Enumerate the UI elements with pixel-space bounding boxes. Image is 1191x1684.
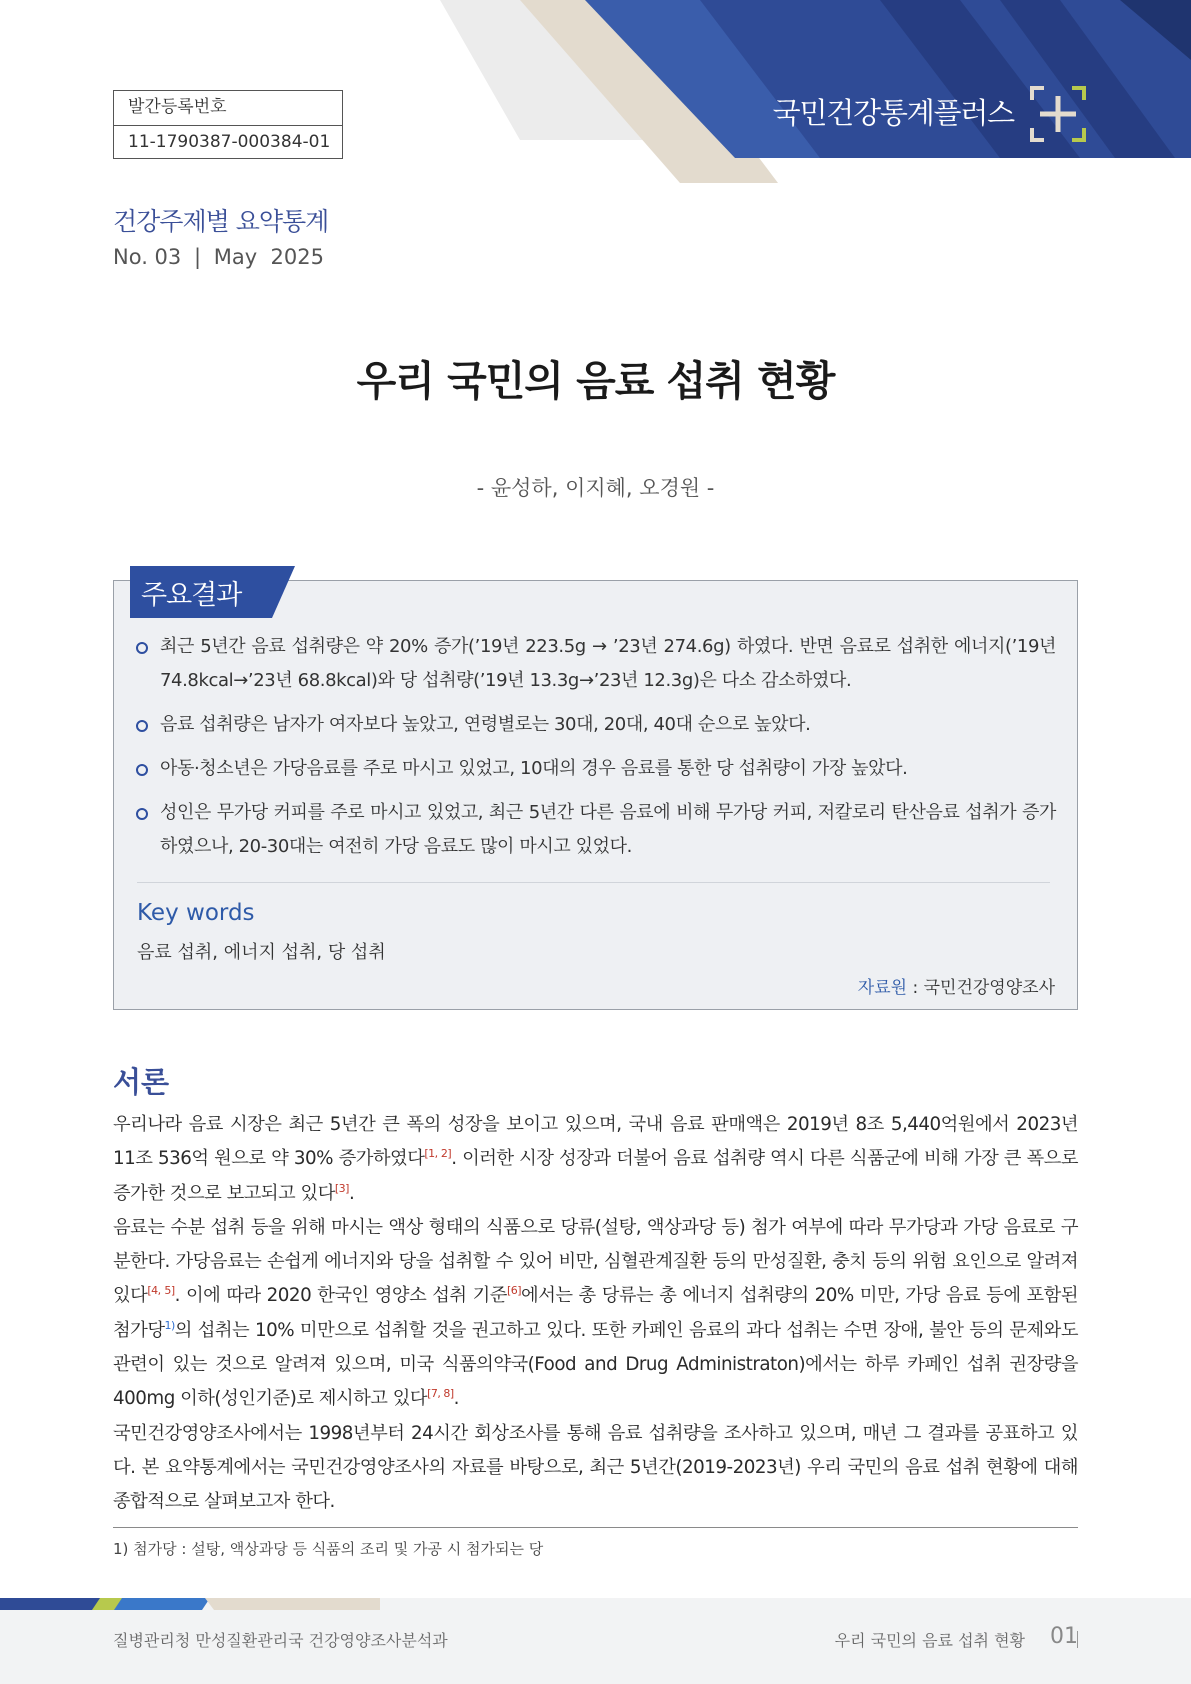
text-run: . <box>348 1182 355 1204</box>
summary-divider <box>137 882 1050 883</box>
footer-running-title: 우리 국민의 음료 섭취 현황 <box>834 1631 1025 1650</box>
finding-text: 최근 5년간 음료 섭취량은 약 20% 증가(’19년 223.5g → ’23년 274.6g) 하였다. 반면 음료로 섭취한 에너지(’19년 74.8kcal→’23년 68.8kcal)와 당 섭취량(’19년 13.3g→’23년 12.3g)은 다소 감소하였다. <box>160 636 1056 691</box>
citation-ref: [6] <box>506 1284 522 1298</box>
registration-box <box>113 90 343 159</box>
text-run: 에서는 총 당류는 총 에너지 섭취량의 20% 미만, 가당 음료 등에 포함된 첨가당 <box>113 1285 1078 1341</box>
intro-paragraph: 국민건강영양조사에서는 1998년부터 24시간 회상조사를 통해 음료 섭취량을 조사하고 있으며, 매년 그 결과를 공표하고 있다. 본 요약통계에서는 국민건강영양조사의 자료를 바탕으로, 최근 5년간(2019-2023년) 우리 국민의 음료 섭취 현황에 대해 종합적으로 살펴보고자 한다. <box>113 1422 1078 1513</box>
finding-text: 성인은 무가당 커피를 주로 마시고 있었고, 최근 5년간 다른 음료에 비해 무가당 커피, 저칼로리 탄산음료 섭취가 증가하였으나, 20-30대는 여전히 가당 음료도 많이 마시고 있었다. <box>160 802 1056 857</box>
issue-line <box>113 245 324 269</box>
introduction-heading: 서론 <box>113 1065 170 1099</box>
footnote-divider <box>113 1527 1078 1528</box>
citation-ref: [4, 5] <box>147 1284 175 1298</box>
text-run: . <box>453 1388 459 1410</box>
findings-list <box>136 630 1056 874</box>
intro-paragraph <box>113 1108 1078 1211</box>
circle-bullet-icon <box>136 808 148 820</box>
citation-ref: [1, 2] <box>424 1147 452 1161</box>
footer-stripe-graphic <box>0 1598 1191 1610</box>
issue-separator: | <box>193 245 202 269</box>
data-source-label: 자료원 <box>857 978 908 998</box>
plus-logo-icon <box>1030 86 1086 142</box>
page-number: 01 <box>1050 1624 1078 1649</box>
citation-ref: [3] <box>334 1181 349 1195</box>
text-run: . 이러한 시장 성장과 더불어 음료 섭취량 역시 다른 식품군에 비해 가장 큰 폭으로 증가한 것으로 보고되고 있다 <box>113 1148 1078 1204</box>
document-title: 우리 국민의 음료 섭취 현황 <box>356 357 835 405</box>
data-source <box>858 973 1055 998</box>
keywords-heading: Key words <box>137 900 255 926</box>
key-findings-tab-label: 주요결과 <box>141 580 242 611</box>
keywords-text: 음료 섭취, 에너지 섭취, 당 섭취 <box>137 942 386 963</box>
circle-bullet-icon <box>136 642 148 654</box>
text-run: 음료는 수분 섭취 등을 위해 마시는 액상 형태의 식품으로 당류(설탕, 액상과당 등) 첨가 여부에 따라 무가당과 가당 음료로 구분한다. 가당음료는 손쉽게 에너지와 당을 섭취할 수 있어 비만, 심혈관계질환 등의 만성질환, 충치 등의 위험 요인으로 알려져 있다 <box>113 1216 1078 1307</box>
citation-ref: [7, 8] <box>427 1387 454 1401</box>
registration-number: 11-1790387-000384-01 <box>114 125 342 159</box>
finding-text: 음료 섭취량은 남자가 여자보다 높았고, 연령별로는 30대, 20대, 40대 순으로 높았다. <box>160 714 811 735</box>
text-run: 의 섭취는 10% 미만으로 섭취할 것을 권고하고 있다. 또한 카페인 음료의 과다 섭취는 수면 장애, 불안 등의 문제와도 관련이 있는 것으로 알려져 있으며, 미국 식품의약국(Food and Drug Administraton)에서는 하루 카페인 섭취 권장량을 400mg 이하(성인기준)로 제시하고 있다 <box>113 1319 1078 1410</box>
text-run: . 이에 따라 2020 한국인 영양소 섭취 기준 <box>174 1285 507 1307</box>
footer-organization: 질병관리청 만성질환관리국 건강영양조사분석과 <box>113 1631 448 1650</box>
footnote-ref: 1) <box>164 1318 175 1332</box>
series-name: 국민건강통계플러스 <box>772 96 1014 130</box>
circle-bullet-icon <box>136 764 148 776</box>
issue-number: No. 03 <box>113 245 182 269</box>
series-label: 건강주제별 요약통계 <box>113 207 329 236</box>
finding-item <box>136 796 1056 864</box>
introduction-body <box>113 1108 1078 1520</box>
finding-text: 아동·청소년은 가당음료를 주로 마시고 있었고, 10대의 경우 음료를 통한 당 섭취량이 가장 높았다. <box>160 758 908 779</box>
finding-item <box>136 630 1056 698</box>
data-source-value: : 국민건강영양조사 <box>907 978 1055 998</box>
issue-date: May 2025 <box>213 245 324 269</box>
authors: - 윤성하, 이지혜, 오경원 - <box>476 476 715 500</box>
registration-label: 발간등록번호 <box>128 97 227 117</box>
finding-item <box>136 752 1056 786</box>
finding-item <box>136 708 1056 742</box>
intro-paragraph <box>113 1211 1078 1417</box>
circle-bullet-icon <box>136 720 148 732</box>
footnote: 1) 첨가당 : 설탕, 액상과당 등 식품의 조리 및 가공 시 첨가되는 당 <box>113 1540 544 1558</box>
text-run: 우리나라 음료 시장은 최근 5년간 큰 폭의 성장을 보이고 있으며, 국내 음료 판매액은 2019년 8조 5,440억원에서 2023년 11조 536억 원으로 약 30% 증가하였다 <box>113 1114 1078 1170</box>
